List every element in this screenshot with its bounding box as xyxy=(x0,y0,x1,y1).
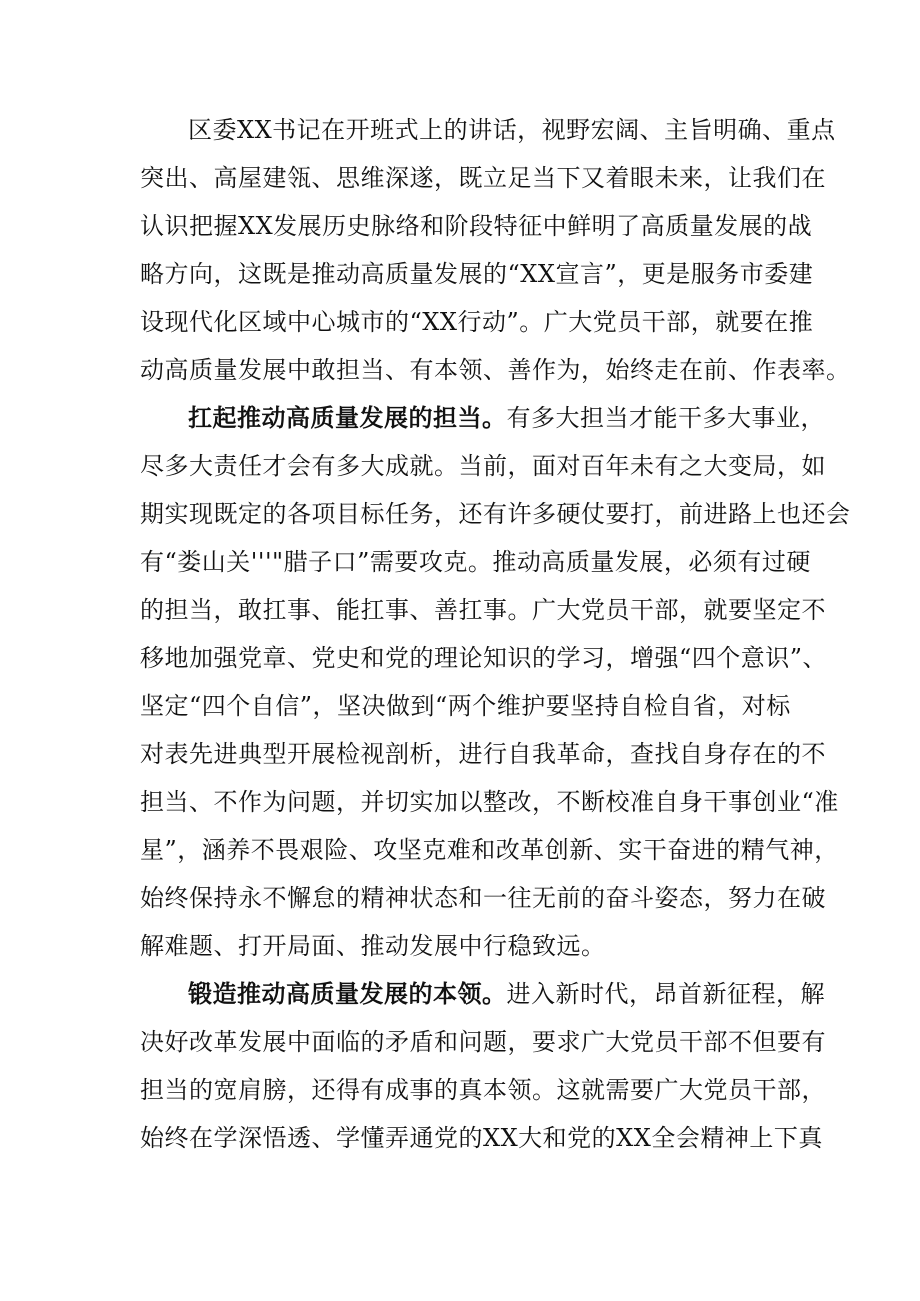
text-line: 尽多大责任才会有多大成就。当前，面对百年未有之大变局，如 xyxy=(140,452,826,480)
text-line xyxy=(140,970,825,1018)
paragraph-capability xyxy=(140,970,826,1162)
text-line: 坚定“四个自信”，坚决做到“两个维护要坚持自检自省，对标 xyxy=(140,692,791,720)
paragraph-intro xyxy=(140,106,851,394)
text-line: 星”，涵养不畏艰险、攻坚克难和改革创新、实干奋进的精气神， xyxy=(140,836,839,864)
text-line: 解难题、打开局面、推动发展中行稳致远。 xyxy=(140,932,606,960)
text-line: 突出、高屋建瓴、思维深遂，既立足当下又着眼未来，让我们在 xyxy=(140,164,826,192)
text-line: 决好改革发展中面临的矛盾和问题，要求广大党员干部不但要有 xyxy=(140,1028,826,1056)
text-line: 担当、不作为问题，并切实加以整改，不断校准自身干事创业“准 xyxy=(140,788,839,816)
section-heading: 扛起推动高质量发展的担当。 xyxy=(188,403,507,432)
text-line xyxy=(140,394,825,442)
text-line-rest: 有多大担当才能干多大事业， xyxy=(506,404,825,432)
text-line: 设现代化区域中心城市的“XX行动”。广大党员干部，就要在推 xyxy=(140,308,814,336)
text-line: 的担当，敢扛事、能扛事、善扛事。广大党员干部，就要坚定不 xyxy=(140,596,826,624)
paragraph-responsibility xyxy=(140,394,851,970)
text-line: 认识把握XX发展历史脉络和阶段特征中鲜明了高质量发展的战 xyxy=(140,212,813,240)
text-line: 期实现既定的各项目标任务，还有许多硬仗要打，前进路上也还会 xyxy=(140,500,851,528)
text-line: 担当的宽肩膀，还得有成事的真本领。这就需要广大党员干部， xyxy=(140,1076,826,1104)
text-line-rest: 进入新时代，昂首新征程，解 xyxy=(506,980,825,1008)
text-line: 略方向，这既是推动高质量发展的“XX宣言”，更是服务市委建 xyxy=(140,260,814,288)
text-line: 区委XX书记在开班式上的讲话，视野宏阔、主旨明确、重点 xyxy=(188,116,836,144)
text-line: 始终保持永不懈怠的精神状态和一往无前的奋斗姿态，努力在破 xyxy=(140,884,826,912)
text-line: 有“娄山关'''"腊子口”需要攻克。推动高质量发展，必须有过硬 xyxy=(140,548,811,576)
text-line: 始终在学深悟透、学懂弄通党的XX大和党的XX全会精神上下真 xyxy=(140,1124,823,1152)
text-line: 动高质量发展中敢担当、有本领、善作为，始终走在前、作表率。 xyxy=(140,356,851,384)
text-line: 移地加强党章、党史和党的理论知识的学习，增强“四个意识”、 xyxy=(140,644,828,672)
text-line: 对表先进典型开展检视剖析，进行自我革命，查找自身存在的不 xyxy=(140,740,826,768)
section-heading: 锻造推动高质量发展的本领。 xyxy=(188,979,507,1008)
